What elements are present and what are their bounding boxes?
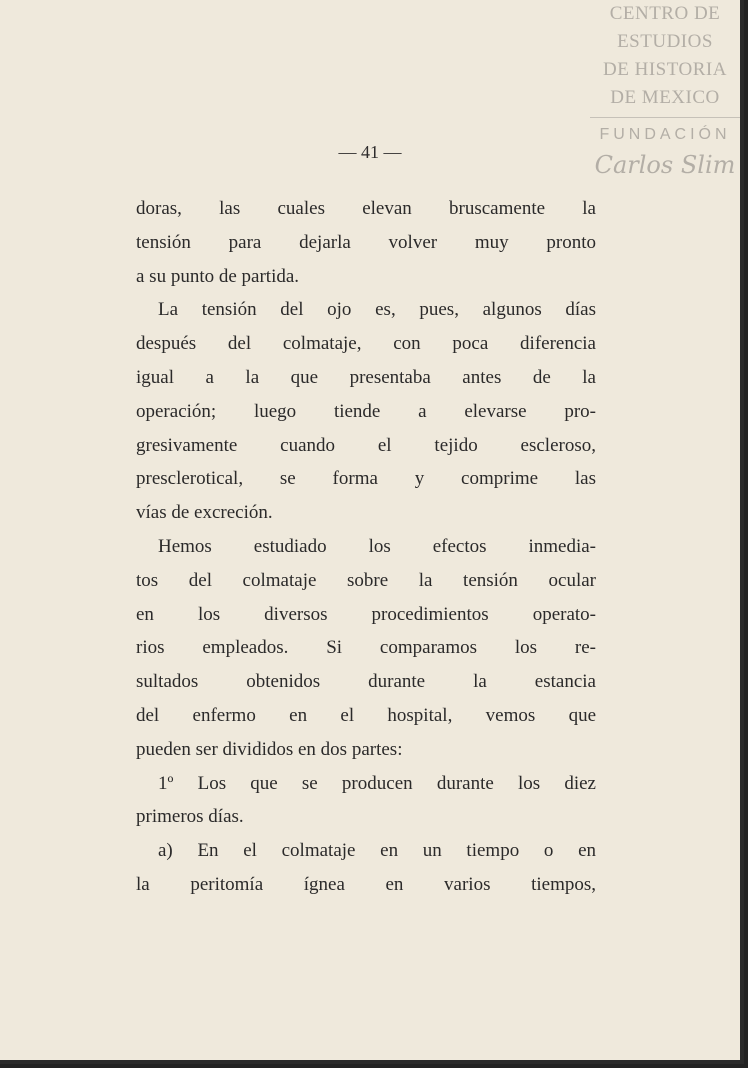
text-line: vías de excreción. xyxy=(136,502,273,524)
page-number: — 41 — xyxy=(338,142,402,162)
text-line: igual a la que presentaba antes de la xyxy=(136,366,596,388)
text-line: La tensión del ojo es, pues, algunos días xyxy=(158,299,596,321)
body-text xyxy=(136,192,596,902)
text-line: la peritomía ígnea en varios tiempos, xyxy=(136,873,596,895)
watermark-signature: Carlos Slim xyxy=(594,151,736,179)
text-line: a) En el colmataje en un tiempo o en xyxy=(158,840,596,862)
text-line: sultados obtenidos durante la estancia xyxy=(136,671,596,693)
text-line: tos del colmataje sobre la tensión ocular xyxy=(136,569,596,591)
watermark-line-1: CENTRO DE xyxy=(609,3,721,24)
text-line: en los diversos procedimientos operato- xyxy=(136,603,596,625)
watermark-divider xyxy=(590,117,740,118)
text-line: rios empleados. Si comparamos los re- xyxy=(136,637,596,659)
text-line: presclerotical, se forma y comprime las xyxy=(136,468,596,490)
text-line: del enfermo en el hospital, vemos que xyxy=(136,704,596,726)
text-line: primeros días. xyxy=(136,806,244,828)
text-line: 1º Los que se producen durante los diez xyxy=(158,772,596,794)
text-line: pueden ser divididos en dos partes: xyxy=(136,738,403,760)
watermark-foundation: FUNDACIÓN xyxy=(599,126,731,143)
text-line: después del colmataje, con poca diferencia xyxy=(136,333,596,355)
watermark-line-3: DE HISTORIA xyxy=(603,59,727,80)
text-line: operación; luego tiende a elevarse pro- xyxy=(136,400,596,422)
text-line: gresivamente cuando el tejido escleroso, xyxy=(136,434,596,456)
text-line: doras, las cuales elevan bruscamente la xyxy=(136,198,596,219)
watermark-line-2: ESTUDIOS xyxy=(617,31,713,52)
text-line: a su punto de partida. xyxy=(136,265,300,287)
text-line: tensión para dejarla volver muy pronto xyxy=(136,231,596,253)
watermark-line-4: DE MEXICO xyxy=(610,87,720,108)
text-line: Hemos estudiado los efectos inmedia- xyxy=(158,535,596,557)
